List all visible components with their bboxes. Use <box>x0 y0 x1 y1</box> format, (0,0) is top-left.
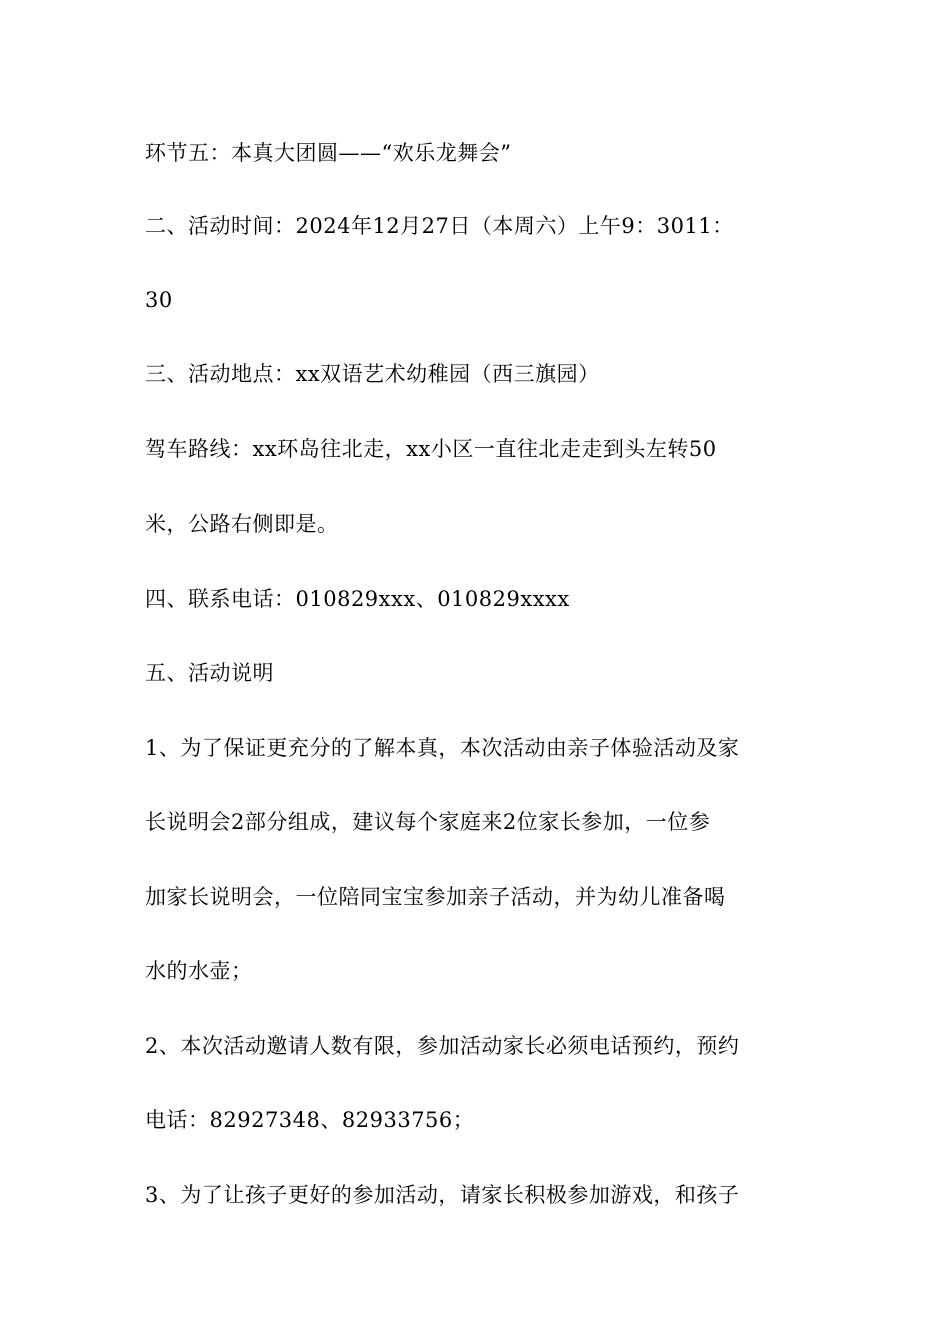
text-line-note-1-cont-c: 水的水壶； <box>145 959 253 983</box>
text-line-note-2: 2、本次活动邀请人数有限，参加活动家长必须电话预约，预约 <box>145 1034 740 1058</box>
text-line-note-2-cont: 电话：82927348、82933756； <box>145 1108 475 1132</box>
text-line-note-3: 3、为了让孩子更好的参加活动，请家长积极参加游戏，和孩子 <box>145 1183 740 1207</box>
text-line-driving-route: 驾车路线：xx环岛往北走，xx小区一直往北走走到头左转50 <box>145 437 717 461</box>
text-line-activity-time-cont: 30 <box>145 288 173 312</box>
text-line-note-1-cont-a: 长说明会2部分组成，建议每个家庭来2位家长参加，一位参 <box>145 810 711 834</box>
text-line-activity-notes-heading: 五、活动说明 <box>145 661 274 685</box>
text-line-note-1-cont-b: 加家长说明会，一位陪同宝宝参加亲子活动，并为幼儿准备喝 <box>145 885 726 909</box>
text-line-contact-phone: 四、联系电话：010829xxx、010829xxxx <box>145 587 570 611</box>
text-line-activity-part-five: 环节五：本真大团圆——“欢乐龙舞会” <box>145 141 512 165</box>
text-line-activity-location: 三、活动地点：xx双语艺术幼稚园（西三旗园） <box>145 362 600 386</box>
text-line-activity-time: 二、活动时间：2024年12月27日（本周六）上午9：3011： <box>145 214 734 238</box>
text-line-driving-route-cont: 米，公路右侧即是。 <box>145 512 339 536</box>
text-line-note-1: 1、为了保证更充分的了解本真，本次活动由亲子体验活动及家 <box>145 736 740 760</box>
